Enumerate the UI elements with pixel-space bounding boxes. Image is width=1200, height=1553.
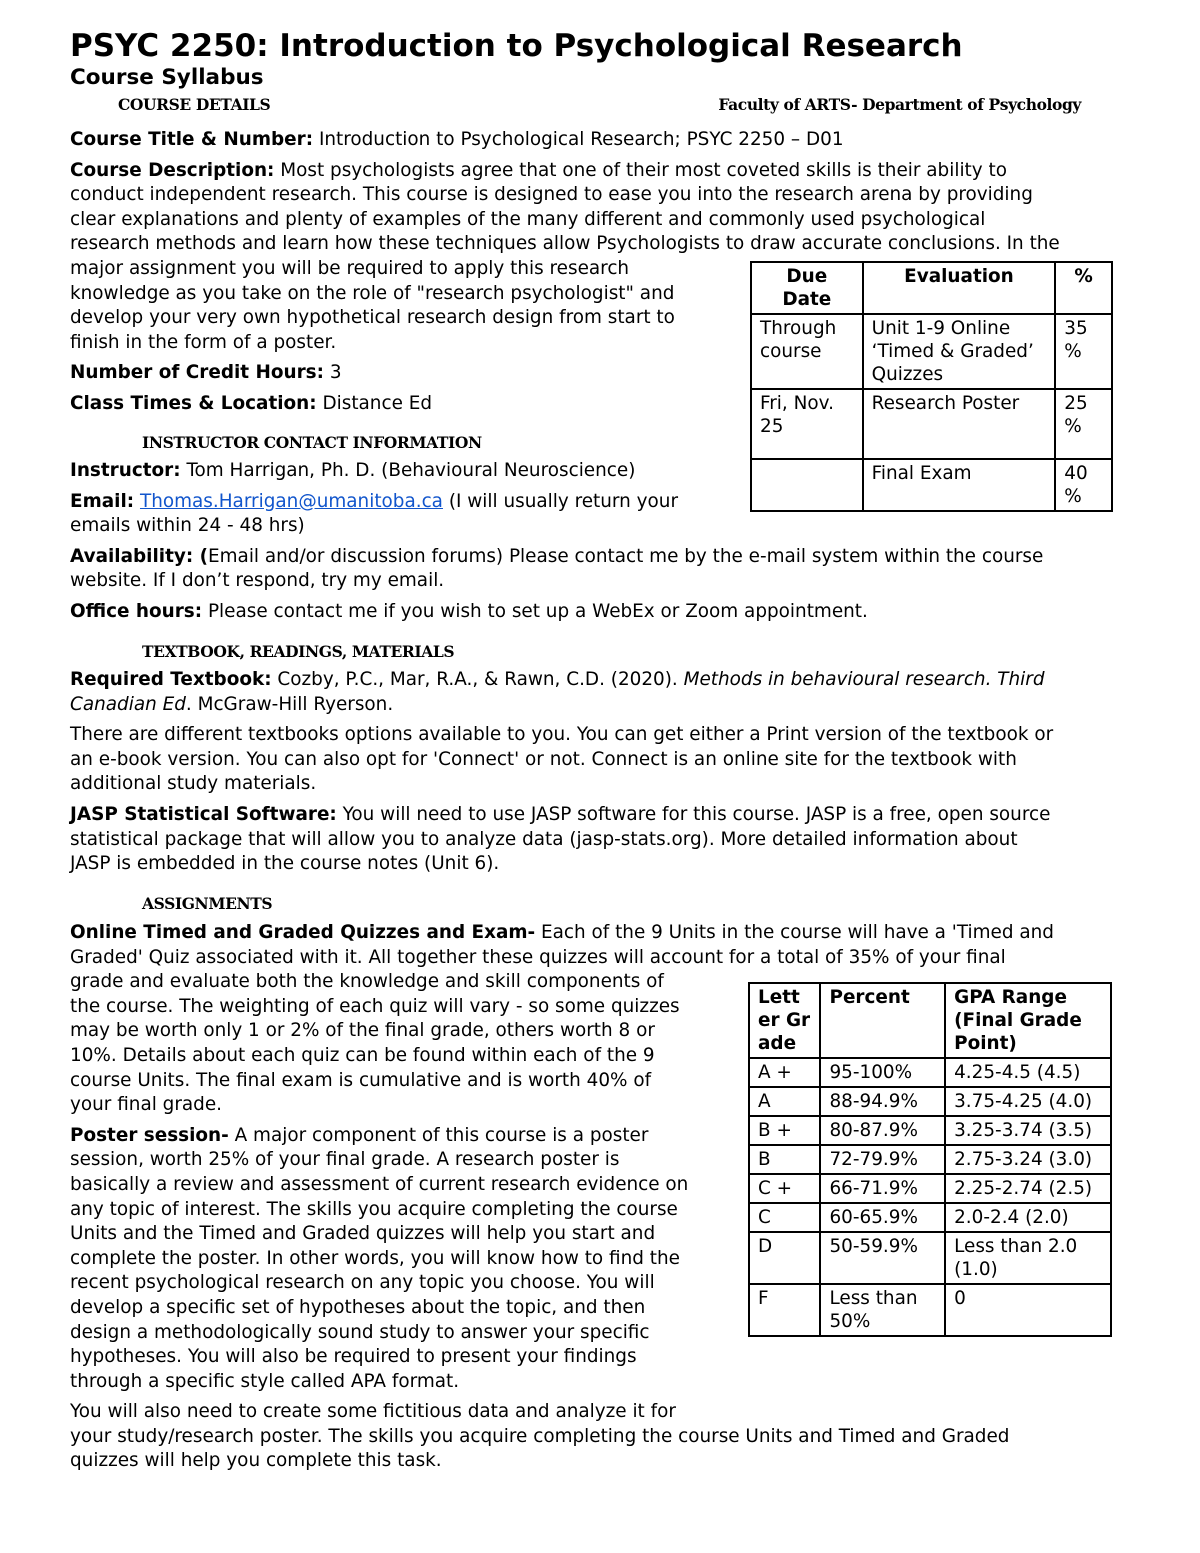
required-textbook: Required Textbook: Cozby, P.C., Mar, R.A., & Rawn, C.D. (2020). Methods in behavioural research. Third Canadian Ed. McGraw-Hill Ryerson. xyxy=(70,669,1045,715)
section-course-details: COURSE DETAILS xyxy=(118,95,271,114)
col-header-gpa: GPA Range (Final Grade Point) xyxy=(945,983,1111,1058)
table-row: D 50-59.9% Less than 2.0 (1.0) xyxy=(749,1232,1111,1284)
grade-table xyxy=(748,982,1112,1337)
table-header-row xyxy=(751,262,1112,314)
col-header-due: Due Date xyxy=(751,262,863,314)
table-row: Fri, Nov. 25 Research Poster 25 % xyxy=(751,389,1112,459)
table-row: Through course Unit 1-9 Online ‘Timed & Graded’ Quizzes 35 % xyxy=(751,314,1112,389)
textbook-options: There are different textbooks options available to you. You can get either a Print version of the textbook or an e-book version. You can also opt for 'Connect' or not. Connect is an online site for the textbook with additional study materials. xyxy=(70,724,1054,795)
office-hours-line: Office hours: Please contact me if you wish to set up a WebEx or Zoom appointment. xyxy=(70,600,868,622)
course-description: Course Description: Most psychologists agree that one of their most coveted skills is their ability to conduct independent research. This course is designed to ease you into the research arena by providing clear explanations and plenty of examples of the many different and commonly used psychological research methods and learn how these techniques allow Psychologists to draw accurate conclusions. In the major assignment you will be required to apply this research knowledge as you take on the role of "research psychologist" and develop your very own hypothetical research design from start to finish in the form of a poster. xyxy=(70,159,1060,353)
email-line: Email: Thomas.Harrigan@umanitoba.ca (I will usually return your emails within 24 - 48 hrs) xyxy=(70,490,679,537)
table-row: A + 95-100% 4.25-4.5 (4.5) xyxy=(749,1058,1111,1087)
class-times: Class Times & Location: Distance Ed xyxy=(70,392,433,414)
col-header-pct: % xyxy=(1055,262,1112,314)
instructor-line: Instructor: Tom Harrigan, Ph. D. (Behavioural Neuroscience) xyxy=(70,460,636,481)
poster-paragraph: Poster session- A major component of this course is a poster session, worth 25% of your final grade. A research poster is basically a review and assessment of current research evidence on any topic of interest. The skills you acquire completing the course Units and the Timed and Graded quizzes will help you start and complete the poster. In other words, you will know how to find the recent psychological research on any topic you choose. You will develop a specific set of hypotheses about the topic, and then design a methodologically sound study to answer your specific hypotheses. You will also be required to present your findings through a specific style called APA format. xyxy=(70,1124,689,1392)
availability-line: Availability: (Email and/or discussion forums) Please contact me by the e-mail system within the course website. If I don’t respond, try my email. xyxy=(70,545,1044,592)
col-header-eval: Evaluation xyxy=(863,262,1056,314)
data-paragraph: You will also need to create some fictitious data and analyze it for your study/research poster. The skills you acquire completing the course Units and Timed and Graded quizzes will help you complete this task. xyxy=(70,1401,1010,1472)
page-title: PSYC 2250: Introduction to Psychological Research xyxy=(70,28,963,64)
col-header-letter: Letter Grade xyxy=(749,983,820,1058)
section-textbook: TEXTBOOK, READINGS, MATERIALS xyxy=(142,642,455,661)
quizzes-paragraph: Online Timed and Graded Quizzes and Exam- Each of the 9 Units in the course will have a 'Timed and Graded' Quiz associated with it. All together these quizzes will account for a total of 35% of your final grade and evaluate both the knowledge and skill components of the course. The weighting of each quiz will vary - so some quizzes may be worth only 1 or 2% of the final grade, others worth 8 or 10%. Details about each quiz can be found within each of the 9 course Units. The final exam is cumulative and is worth 40% of your final grade. xyxy=(70,922,1054,1116)
col-header-percent: Percent xyxy=(820,983,945,1058)
table-row: F Less than 50% 0 xyxy=(749,1284,1111,1336)
table-row: B 72-79.9% 2.75-3.24 (3.0) xyxy=(749,1145,1111,1174)
section-assignments: ASSIGNMENTS xyxy=(142,894,273,913)
instructor-block xyxy=(70,459,1135,631)
table-row: Final Exam 40 % xyxy=(751,459,1112,511)
section-instructor: INSTRUCTOR CONTACT INFORMATION xyxy=(142,433,482,452)
table-row: C + 66-71.9% 2.25-2.74 (2.5) xyxy=(749,1174,1111,1203)
table-row: B + 80-87.9% 3.25-3.74 (3.5) xyxy=(749,1116,1111,1145)
table-header-row xyxy=(749,983,1111,1058)
jasp-software: JASP Statistical Software: You will need to use JASP software for this course. JASP is a free, open source statistical package that will allow you to analyze data (jasp-stats.org). More detailed information about JASP is embedded in the course notes (Unit 6). xyxy=(70,803,1051,875)
credit-hours: Number of Credit Hours: 3 xyxy=(70,362,342,384)
table-row: A 88-94.9% 3.75-4.25 (4.0) xyxy=(749,1087,1111,1116)
table-row: C 60-65.9% 2.0-2.4 (2.0) xyxy=(749,1203,1111,1232)
instructor-email-link[interactable]: Thomas.Harrigan@umanitoba.ca xyxy=(139,490,443,512)
textbook-block xyxy=(70,668,1135,883)
faculty-label: Faculty of ARTS- Department of Psychology xyxy=(718,95,1081,114)
page-subtitle: Course Syllabus xyxy=(70,65,264,90)
course-title-line: Course Title & Number: Introduction to Psychological Research; PSYC 2250 – D01 xyxy=(70,129,844,150)
